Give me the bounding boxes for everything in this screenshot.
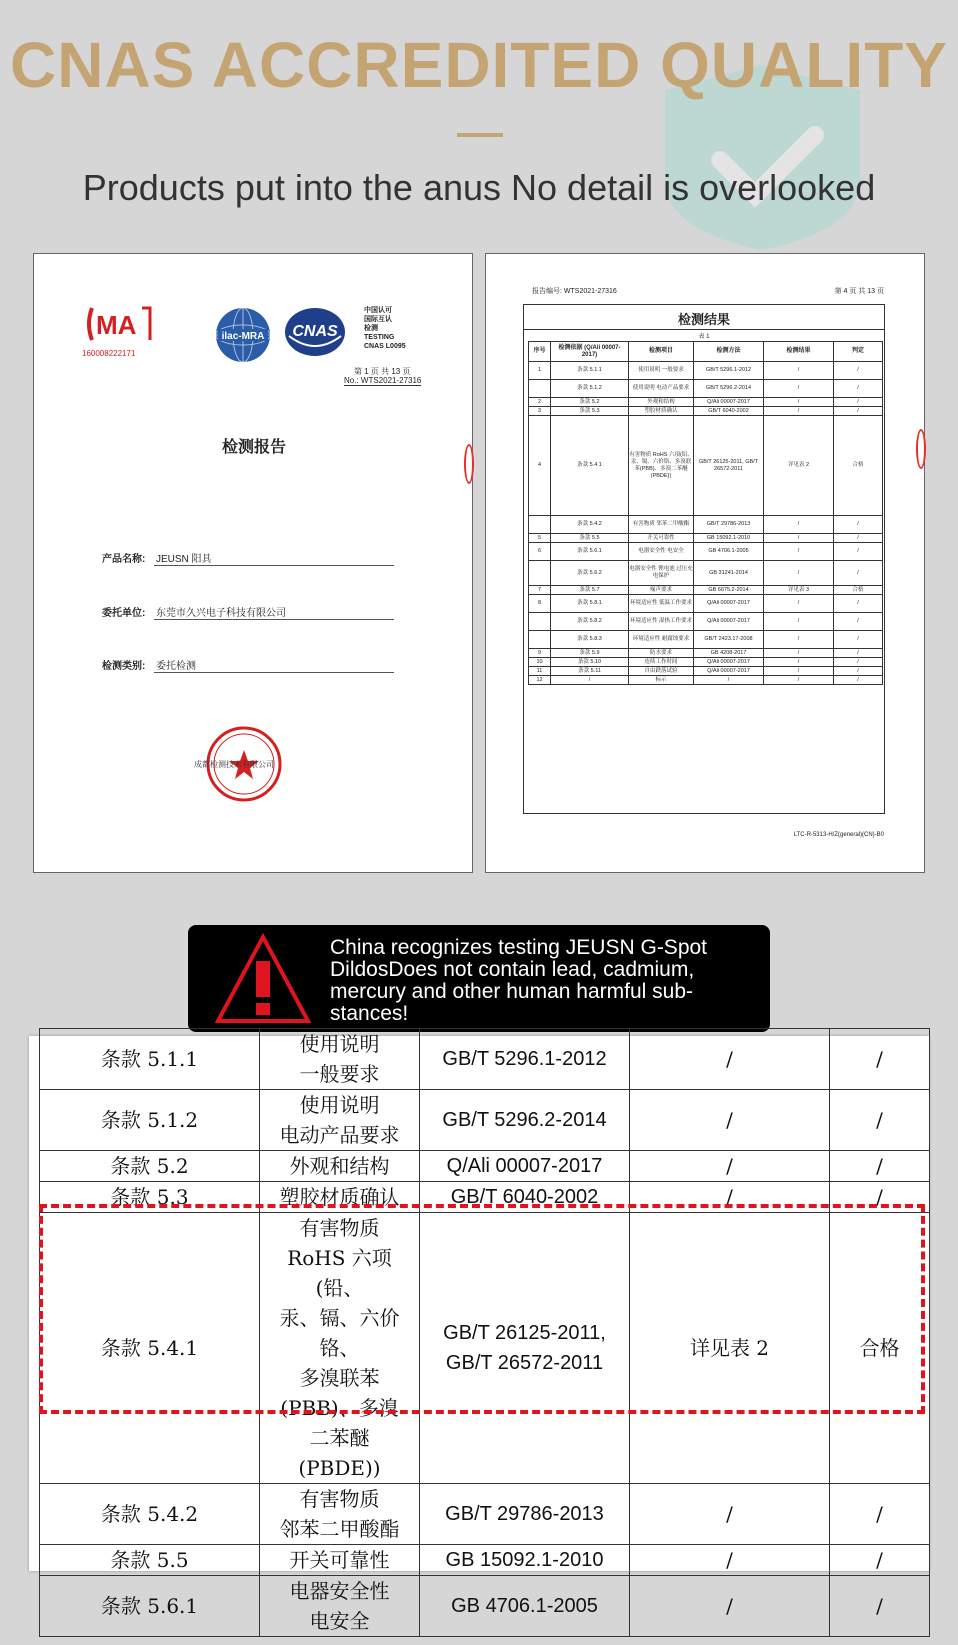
results-cell: 电器安全性 锂电池 过压充电保护 [629,561,694,586]
zoom-cell-item: 使用说明 电动产品要求 [260,1090,420,1151]
results-cell: / [834,631,883,649]
zoom-cell-clause: 条款 5.1.1 [40,1029,260,1090]
results-cell: / [694,676,764,685]
title-divider [457,133,503,137]
results-cell: 防水要求 [629,649,694,658]
results-cell: 条款 5.7 [551,586,629,595]
zoom-cell-result: / [630,1029,830,1090]
results-cell [529,613,551,631]
results-cell: 条款 5.5 [551,534,629,543]
results-row [529,407,883,416]
zoom-cell-method: GB/T 29786-2013 [420,1484,630,1545]
results-cell: / [764,561,834,586]
results-cell: / [834,543,883,561]
report-results-page [485,253,925,873]
results-cell: / [764,613,834,631]
zoom-cell-item: 塑胶材质确认 [260,1182,420,1213]
results-row [529,676,883,685]
zoom-cell-item: 开关可靠性 [260,1545,420,1576]
results-cell: / [764,398,834,407]
zoom-cell-item: 外观和结构 [260,1151,420,1182]
results-header-cell: 检测结果 [764,342,834,362]
results-cell: 3 [529,407,551,416]
results-cell: 自由跌落试验 [629,667,694,676]
zoom-cell-clause: 条款 5.2 [40,1151,260,1182]
zoom-cell-result: / [630,1484,830,1545]
results-cell: / [764,534,834,543]
stamp-company-name: 成都检测技术有限公司 [194,760,274,769]
results-cell: 12 [529,676,551,685]
results-cell: 5 [529,534,551,543]
zoom-cell-verdict: 合格 [830,1213,930,1484]
results-cell: Q/Ali 00007-2017 [694,595,764,613]
results-row [529,543,883,561]
results-cell: 10 [529,658,551,667]
results-cell: / [764,658,834,667]
results-cell: 4 [529,416,551,516]
results-cell: 9 [529,649,551,658]
zoom-cell-verdict: / [830,1182,930,1213]
results-cell: 合格 [834,586,883,595]
results-cell: Q/Ali 00007-2017 [694,667,764,676]
zoom-cell-method: Q/Ali 00007-2017 [420,1151,630,1182]
results-cell: / [834,407,883,416]
results-row [529,649,883,658]
results-cell: 条款 5.1.2 [551,380,629,398]
results-row [529,380,883,398]
results-cell: 噪声要求 [629,586,694,595]
results-cell: / [764,667,834,676]
results-cell: 环境适应性 耐腐蚀要求 [629,631,694,649]
zoom-cell-result: / [630,1576,830,1637]
zoom-cell-item: 有害物质 RoHS 六项(铅、 汞、镉、六价铬、 多溴联苯 (PBB)、多溴 二苯醚 (PBDE)) [260,1213,420,1484]
results-table [528,341,883,685]
results-table-label: 表 1 [698,334,710,340]
ilac-mra-logo-icon [214,306,272,364]
results-cell: Q/Ali 00007-2017 [694,398,764,407]
results-cell: / [834,534,883,543]
results-cell: / [834,362,883,380]
results-row [529,613,883,631]
results-cell: 2 [529,398,551,407]
results-cell: / [764,516,834,534]
results-cell: 11 [529,667,551,676]
results-cell [529,380,551,398]
zoomed-results-table [29,1032,929,1633]
results-cell: GB 4706.1-2005 [694,543,764,561]
results-cell: 使用说明 电动产品要求 [629,380,694,398]
zoom-cell-verdict: / [830,1151,930,1182]
results-cell: / [834,561,883,586]
results-cell: GB/T 5296.2-2014 [694,380,764,398]
results-cell: / [764,649,834,658]
results-header-cell: 检测依据 (Q/Ali 00007-2017) [551,342,629,362]
results-cell [529,561,551,586]
results-cell: GB/T 5296.1-2012 [694,362,764,380]
results-cell: 条款 5.3 [551,407,629,416]
zoom-cell-clause: 条款 5.5 [40,1545,260,1576]
results-row [529,398,883,407]
zoom-cell-item: 有害物质 邻苯二甲酸酯 [260,1484,420,1545]
results-cell: / [764,362,834,380]
zoom-cell-clause: 条款 5.1.2 [40,1090,260,1151]
results-cell: 条款 5.8.2 [551,613,629,631]
results-cell: 标示 [629,676,694,685]
report-cover-page [33,253,473,873]
results-cell: Q/Ali 00007-2017 [694,613,764,631]
svg-text:MA: MA [96,310,137,340]
results-cell: 开关可靠性 [629,534,694,543]
results-page-number: 第 4 页 共 13 页 [834,288,884,295]
results-cell: GB 15092.1-2010 [694,534,764,543]
results-cell: 条款 5.2 [551,398,629,407]
results-header-row [529,342,883,362]
results-cell: 详见表 3 [764,586,834,595]
results-cell: / [834,667,883,676]
cma-number: 160008222171 [82,349,136,358]
results-cell: GB 31241-2014 [694,561,764,586]
zoom-cell-method: GB/T 5296.1-2012 [420,1029,630,1090]
zoom-cell-clause: 条款 5.3 [40,1182,260,1213]
results-cell: 电器安全性 电安全 [629,543,694,561]
results-header-cell: 检测方法 [694,342,764,362]
results-row [529,362,883,380]
zoom-cell-result: / [630,1182,830,1213]
results-cell: GB 6675.2-2014 [694,586,764,595]
results-cell: 条款 5.8.3 [551,631,629,649]
results-cell: 1 [529,362,551,380]
zoom-cell-result: 详见表 2 [630,1213,830,1484]
results-cell: / [834,676,883,685]
zoom-table-row [40,1484,930,1545]
page-subtitle: Products put into the anus No detail is overlooked [82,167,876,208]
results-header-cell: 序号 [529,342,551,362]
results-cell: / [764,631,834,649]
zoom-table-row [40,1182,930,1213]
page-title: CNAS ACCREDITED QUALITY [10,29,948,101]
results-cell: 有害物质 RoHS 六项(铅、汞、镉、六价铬、多溴联苯(PBB)、多溴二苯醚(PBDE)) [629,416,694,516]
zoom-cell-clause: 条款 5.4.1 [40,1213,260,1484]
results-cell: / [764,543,834,561]
zoom-cell-method: GB/T 6040-2002 [420,1182,630,1213]
results-cell: 8 [529,595,551,613]
results-cell: 条款 5.6.2 [551,561,629,586]
warning-icon [214,931,312,1026]
results-cell: GB 4208-2017 [694,649,764,658]
results-cell: GB/T 6040-2002 [694,407,764,416]
results-cell: / [834,613,883,631]
results-header-cell: 检测项目 [629,342,694,362]
results-footer-code: LTC-R-5313-H/Z(general)(CN)-B0 [793,832,884,838]
zoom-table-row [40,1029,930,1090]
results-cell: 条款 5.9 [551,649,629,658]
results-row [529,416,883,516]
field-value-client: 东莞市久兴电子科技有限公司 [154,604,394,620]
field-value-category: 委托检测 [154,657,394,673]
results-table-frame [523,304,885,814]
zoom-cell-method: GB 15092.1-2010 [420,1545,630,1576]
field-label-category: 检测类别: [102,661,146,672]
seam-stamp-fragment [464,444,474,484]
zoom-cell-verdict: / [830,1576,930,1637]
field-label-client: 委托单位: [102,608,146,619]
results-cell: / [764,595,834,613]
seam-stamp-fragment-right [916,429,926,469]
results-cell: / [764,407,834,416]
results-cell: / [834,516,883,534]
report-number: No.: WTS2021-27316 [344,376,422,385]
zoom-cell-verdict: / [830,1484,930,1545]
results-cell: 7 [529,586,551,595]
results-cell: / [834,380,883,398]
results-cell: 条款 5.10 [551,658,629,667]
results-cell: GB/T 26125-2011, GB/T 26572-2011 [694,416,764,516]
results-cell: 条款 5.11 [551,667,629,676]
results-title: 检测结果 [524,305,884,330]
results-cell: 条款 5.1.1 [551,362,629,380]
results-header-cell: 判定 [834,342,883,362]
zoom-table-row [40,1545,930,1576]
svg-text:ilac-MRA: ilac-MRA [221,331,265,342]
zoom-cell-clause: 条款 5.4.2 [40,1484,260,1545]
results-row [529,516,883,534]
zoom-cell-verdict: / [830,1545,930,1576]
zoom-cell-method: GB/T 26125-2011, GB/T 26572-2011 [420,1213,630,1484]
zoom-table-row [40,1151,930,1182]
report-title: 检测报告 [221,439,286,456]
cnas-accreditation-text: 中国认可 国际互认 检测 TESTING CNAS L0095 [364,307,406,350]
results-cell: 条款 5.8.1 [551,595,629,613]
results-row [529,586,883,595]
results-cell: / [551,676,629,685]
zoom-table-row [40,1213,930,1484]
results-cell: 连续工作时间 [629,658,694,667]
warning-text: China recognizes testing JEUSN G-Spot DildosDoes not contain lead, cadmium, mercury and other human harmful sub-stances! [330,936,708,1025]
zoom-cell-method: GB/T 5296.2-2014 [420,1090,630,1151]
results-cell [529,631,551,649]
zoom-cell-item: 电器安全性 电安全 [260,1576,420,1637]
results-cell: 条款 5.4.1 [551,416,629,516]
results-cell: 6 [529,543,551,561]
results-cell: / [834,398,883,407]
field-value-product: JEUSN 阳具 [154,550,394,566]
results-cell: 塑胶材质确认 [629,407,694,416]
results-row [529,595,883,613]
svg-text:CNAS: CNAS [292,323,338,340]
zoom-table-row [40,1090,930,1151]
results-row [529,667,883,676]
zoom-cell-result: / [630,1090,830,1151]
results-cell: 条款 5.6.1 [551,543,629,561]
zoom-cell-item: 使用说明 一般要求 [260,1029,420,1090]
zoom-table-row [40,1576,930,1637]
zoom-cell-method: GB 4706.1-2005 [420,1576,630,1637]
results-row [529,631,883,649]
cma-logo-icon [84,304,154,344]
results-cell [529,516,551,534]
results-cell: / [834,658,883,667]
results-cell: / [834,649,883,658]
results-cell: / [834,595,883,613]
results-cell: 条款 5.4.2 [551,516,629,534]
zoom-table [39,1028,930,1637]
results-cell: / [764,380,834,398]
zoom-cell-result: / [630,1151,830,1182]
results-cell: 外观和结构 [629,398,694,407]
cnas-logo-icon [284,306,346,358]
results-cell: 有害物质 邻苯二甲酸酯 [629,516,694,534]
field-label-product: 产品名称: [102,554,146,565]
results-cell: GB/T 29786-2013 [694,516,764,534]
zoom-cell-verdict: / [830,1090,930,1151]
results-cell: 详见表 2 [764,416,834,516]
warning-banner [188,925,770,1032]
results-cell: 使用说明 一般要求 [629,362,694,380]
page-number: 第 1 页 共 13 页 [354,367,411,376]
zoom-cell-verdict: / [830,1029,930,1090]
results-cell: 合格 [834,416,883,516]
zoom-cell-result: / [630,1545,830,1576]
results-cell: Q/Ali 00007-2017 [694,658,764,667]
results-row [529,658,883,667]
results-cell: / [764,676,834,685]
results-report-number: 报告编号: WTS2021-27316 [532,288,617,295]
results-row [529,561,883,586]
results-cell: 环境适应性 湿热工作要求 [629,613,694,631]
zoom-cell-clause: 条款 5.6.1 [40,1576,260,1637]
results-cell: GB/T 2423.17-2008 [694,631,764,649]
results-row [529,534,883,543]
results-cell: 环境适应性 低温工作要求 [629,595,694,613]
